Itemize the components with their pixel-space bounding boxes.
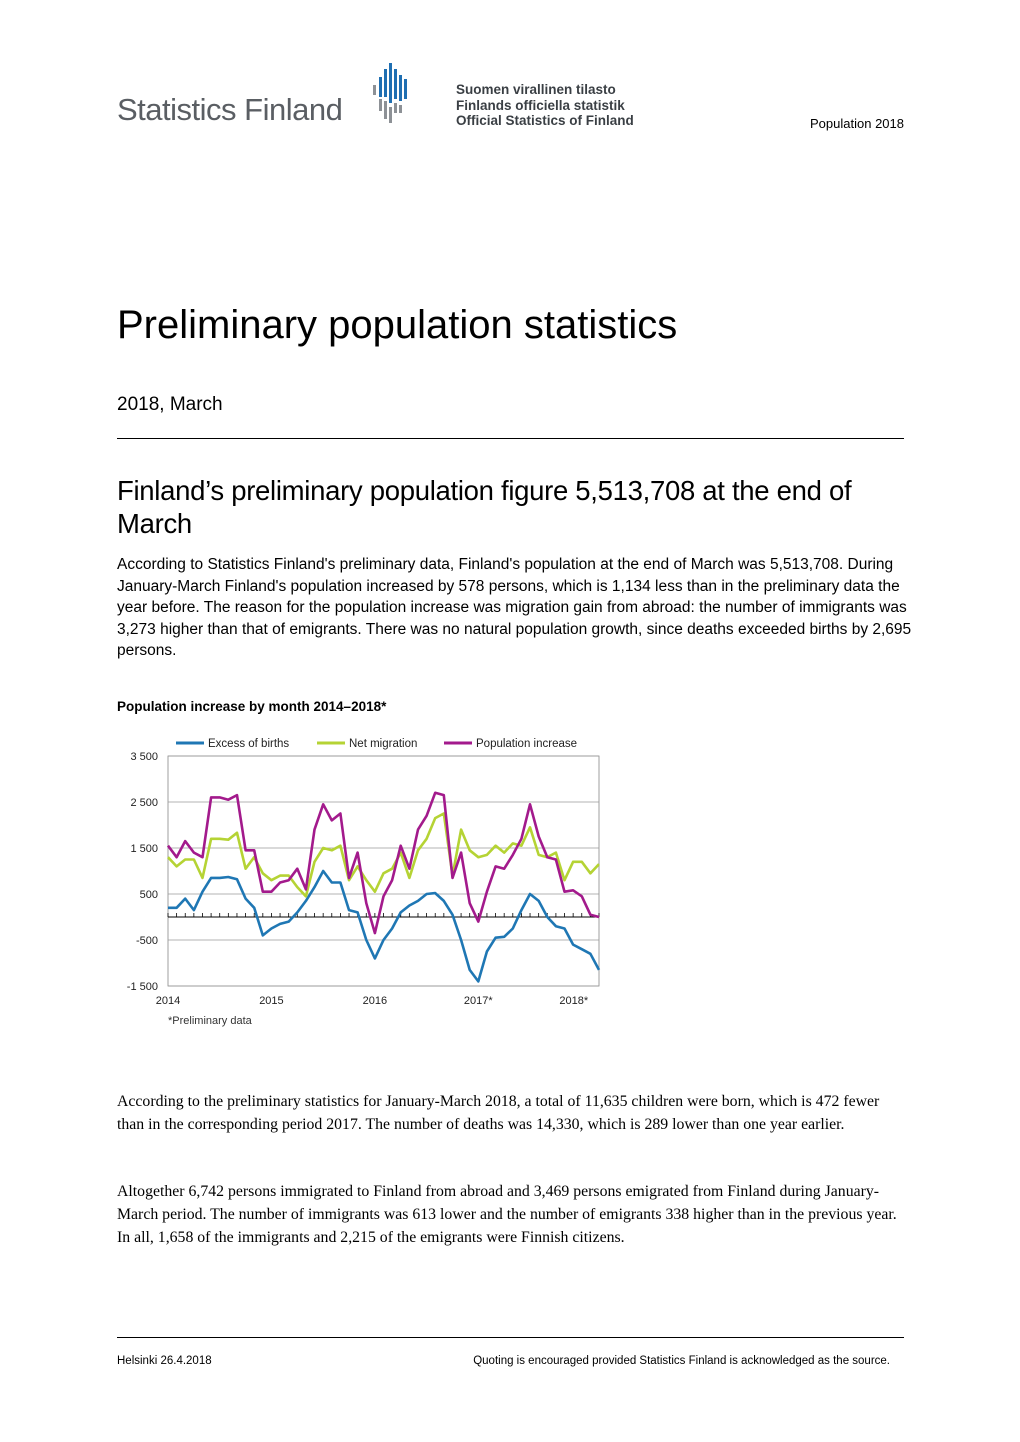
x-tick-label: 2016 bbox=[362, 995, 388, 1007]
x-tick-label: 2018* bbox=[559, 995, 589, 1007]
series-line bbox=[168, 871, 599, 981]
official-line-en: Official Statistics of Finland bbox=[456, 113, 634, 128]
population-chart bbox=[117, 728, 617, 1038]
footer-place-date: Helsinki 26.4.2018 bbox=[117, 1355, 212, 1367]
y-tick-label: -1 500 bbox=[126, 981, 158, 993]
migration-paragraph: Altogether 6,742 persons immigrated to Finland from abroad and 3,469 persons emigrated from Finland during January-March period. The number of immigrants was 613 lower and the number of emigrants 338 higher than in the previous year. In all, 1,658 of the immigrants and 2,215 of the emigrants were Finnish citizens. bbox=[117, 1183, 897, 1246]
statistics-finland-logo-icon bbox=[371, 63, 411, 127]
y-tick-label: 500 bbox=[139, 889, 158, 901]
page-title: Preliminary population statistics bbox=[117, 303, 678, 347]
plot-frame bbox=[168, 756, 599, 986]
series-line bbox=[168, 793, 599, 933]
lead-paragraph: According to Statistics Finland's preliminary data, Finland's population at the end of March was 5,513,708. During January-March Finland's population increased by 578 persons, which is 1,134 less than in the preliminary data the year before. The reason for the population increase was migration gain from abroad: the number of immigrants was 3,273 higher than that of emigrants. There was no natural population growth, since deaths exceeded births by 2,695 persons. bbox=[117, 556, 912, 659]
footer-quote-note: Quoting is encouraged provided Statistics Finland is acknowledged as the source. bbox=[473, 1355, 890, 1367]
footer-divider bbox=[117, 1337, 904, 1338]
x-tick-label: 2015 bbox=[259, 995, 284, 1007]
legend-label: Net migration bbox=[349, 738, 418, 750]
chart-title: Population increase by month 2014–2018* bbox=[117, 699, 387, 714]
divider bbox=[117, 438, 904, 439]
legend-label: Excess of births bbox=[208, 738, 290, 750]
headline: Finland’s preliminary population figure 5,513,708 at the end of March bbox=[117, 475, 852, 539]
y-tick-label: -500 bbox=[135, 935, 158, 947]
publication-name: Population 2018 bbox=[810, 116, 904, 131]
y-tick-label: 3 500 bbox=[130, 751, 158, 763]
period-label: 2018, March bbox=[117, 394, 223, 415]
chart-note: *Preliminary data bbox=[168, 1015, 252, 1027]
x-tick-label: 2017* bbox=[463, 995, 493, 1007]
official-line-sv: Finlands officiella statistik bbox=[456, 97, 625, 113]
legend-label: Population increase bbox=[476, 738, 578, 750]
x-tick-label: 2014 bbox=[155, 995, 181, 1007]
official-line-fi: Suomen virallinen tilasto bbox=[456, 82, 616, 97]
y-tick-label: 1 500 bbox=[130, 843, 158, 855]
logo-wordmark: Statistics Finland bbox=[117, 92, 343, 127]
births-deaths-paragraph: According to the preliminary statistics for January-March 2018, a total of 11,635 children were born, which is 472 fewer than in the corresponding period 2017. The number of deaths was 14,330, which is 289 lower than one year earlier. bbox=[117, 1093, 880, 1133]
series-line bbox=[168, 814, 599, 897]
y-tick-label: 2 500 bbox=[130, 797, 158, 809]
official-statistics-label bbox=[456, 82, 634, 129]
